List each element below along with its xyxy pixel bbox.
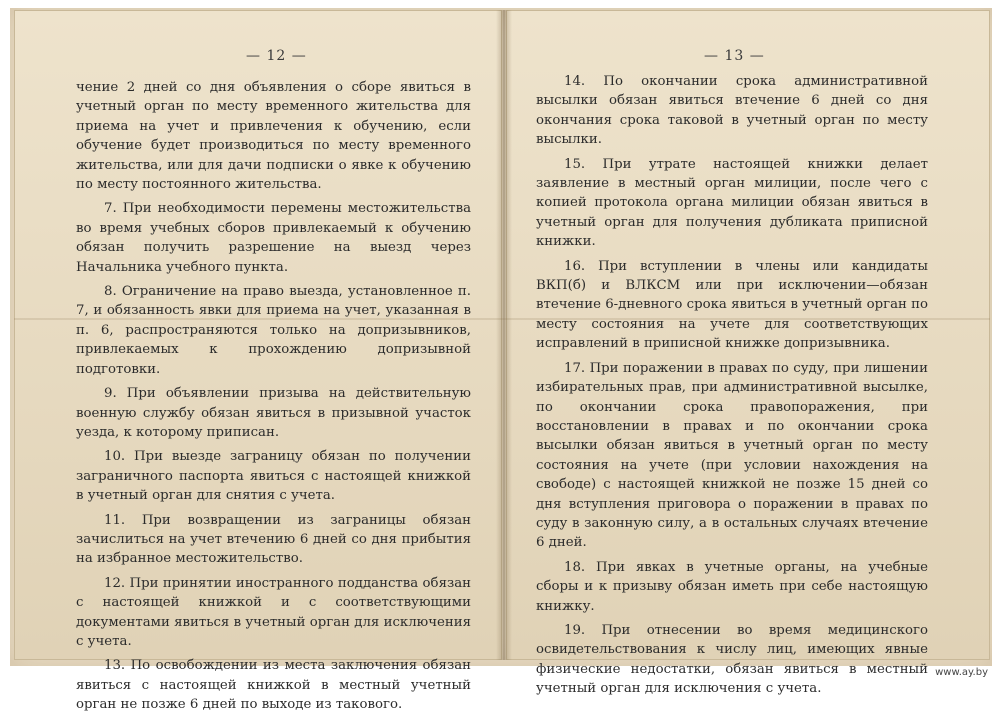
- center-fold: [496, 10, 512, 660]
- watermark: www.ay.by: [935, 667, 988, 678]
- paragraph: 9. При объявлении призыва на действительную военную службу обязан явиться в призывной участок уезда, к которому приписан.: [76, 386, 471, 440]
- right-page-number: — 13 —: [704, 48, 765, 64]
- paragraph: 11. При возвращении из заграницы обязан зачислиться на учет втечению 6 дней со дня прибытия на избранное местожительство.: [76, 512, 471, 567]
- right-page-text: [536, 72, 928, 704]
- paragraph: 16. При вступлении в члены или кандидаты ВКП(б) и ВЛКСМ или при исключении—обязан втечение 6-дневного срока явиться в учетный орган по месту состояния на учете для соответствующих исправлений в приписной книжке допризывника.: [536, 258, 928, 352]
- paragraph: 17. При поражении в правах по суду, при лишении избирательных прав, при административной высылке, по окончании срока правопоражения, при восстановлении в правах и по окончании срока высылки обязан явиться в учетный орган по месту состояния на учете (при условии нахождения на свободе) с настоящей книжкой не позже 15 дней со дня вступления приговора о поражении в правах по суду в законную силу, а в остальных случаях втечение 6 дней.: [536, 360, 928, 551]
- paragraph: чение 2 дней со дня объявления о сборе явиться в учетный орган по месту временного жительства для приема на учет и привлечения к обучению, если обучение будет производиться по месту временного жительства, или для дачи подписки о явке к обучению по месту постоянного жительства.: [76, 80, 471, 193]
- paragraph: 13. По освобождении из места заключения обязан явиться с настоящей книжкой в местный учетный орган не позже 6 дней по выходе из такового.: [76, 658, 471, 713]
- paragraph: 14. По окончании срока административной высылки обязан явиться втечение 6 дней со дня окончания срока таковой в учетный орган по месту высылки.: [536, 74, 928, 148]
- paragraph: 12. При принятии иностранного подданства обязан с настоящей книжкой и с соответствующими документами явиться в учетный орган для исключения с учета.: [76, 575, 471, 649]
- paragraph: 7. При необходимости перемены местожительства во время учебных сборов привлекаемый к обучению обязан получить разрешение на выезд через Начальника учебного пункта.: [76, 201, 471, 275]
- left-page-number: — 12 —: [246, 48, 307, 64]
- paragraph: 19. При отнесении во время медицинского освидетельствования к числу лиц, имеющих явные физические недостатки, обязан явиться в местный учетный орган для исключения с учета.: [536, 622, 928, 697]
- paragraph: 8. Ограничение на право выезда, установленное п. 7, и обязанность явки для приема на учет, указанная в п. 6, распространяются только на допризывников, привлекаемых к прохождению допризывной подготовки.: [76, 284, 471, 377]
- paragraph: 10. При выезде заграницу обязан по получении заграничного паспорта явиться с настоящей книжкой в учетный орган для снятия с учета.: [76, 449, 471, 504]
- paragraph: 15. При утрате настоящей книжки делает заявление в местный орган милиции, после чего с копией протокола органа милиции обязан явиться в учетный орган для получения дубликата приписной книжки.: [536, 156, 928, 250]
- paragraph: 18. При явках в учетные органы, на учебные сборы и к призыву обязан иметь при себе настоящую книжку.: [536, 559, 928, 614]
- left-page-text: [76, 78, 471, 720]
